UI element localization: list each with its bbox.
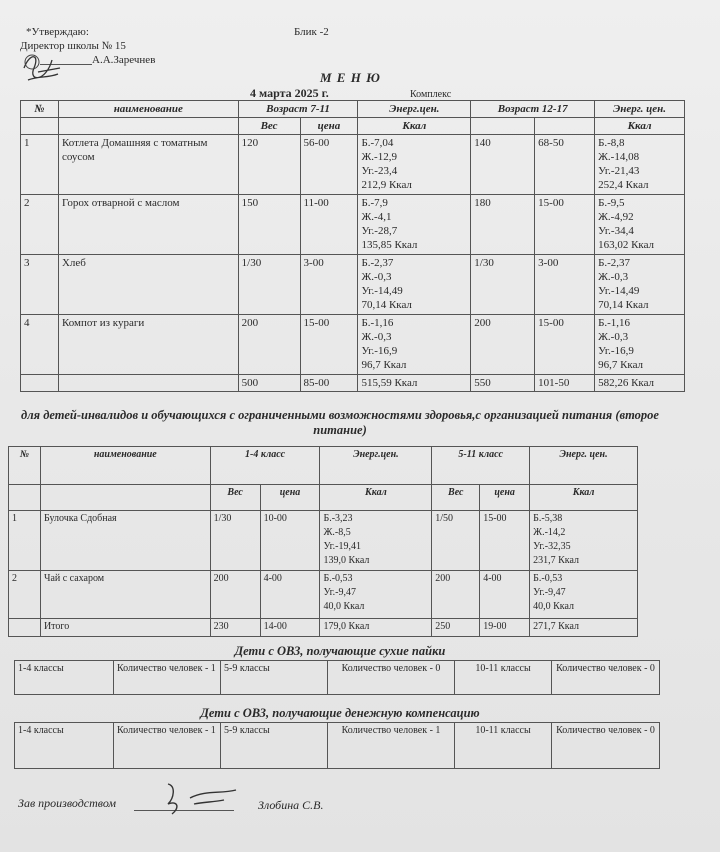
production-head-signature-icon <box>150 780 240 820</box>
total-row <box>21 375 685 392</box>
dish-name: Котлета Домашняя с томатным соусом <box>58 135 238 195</box>
weight-value: 150 <box>238 195 300 255</box>
weight-value: 200 <box>210 571 260 619</box>
total-weight: 550 <box>471 375 535 392</box>
section-title-cash-compensation: Дети с ОВЗ, получающие денежную компенсацию <box>200 706 480 720</box>
price-value: 15-00 <box>535 315 595 375</box>
section-title-dry-rations: Дети с ОВЗ, получающие сухие пайки <box>234 644 446 658</box>
total-label: Итого <box>40 619 210 637</box>
price-value: 4-00 <box>260 571 320 619</box>
dry-rations-table <box>14 660 660 695</box>
weight-value: 1/30 <box>471 255 535 315</box>
col-energy2-header: Энерг. цен. <box>595 101 685 118</box>
total-row <box>9 619 638 637</box>
col-age2-header: Возраст 12-17 <box>471 101 595 118</box>
production-head-name: Злобина С.В. <box>258 798 324 812</box>
director-name: А.А.Заречнев <box>92 54 156 66</box>
weight-value: 200 <box>238 315 300 375</box>
price-value: 3-00 <box>300 255 358 315</box>
student-count: Количество человек - 1 <box>114 661 221 695</box>
price-value: 11-00 <box>300 195 358 255</box>
energy-value: Б.-7,04 Ж.-12,9 Уг.-23,4 212,9 Ккал <box>358 135 471 195</box>
price-value: 56-00 <box>300 135 358 195</box>
student-count: Количество человек - 1 <box>114 723 221 769</box>
director-label: Директор школы № 15 <box>20 40 126 52</box>
dish-name: Хлеб <box>58 255 238 315</box>
energy-value: Б.-2,37 Ж.-0,3 Уг.-14,49 70,14 Ккал <box>358 255 471 315</box>
approve-label: *Утверждаю: <box>26 26 89 38</box>
director-signature-icon <box>18 42 66 90</box>
row-num: 3 <box>21 255 59 315</box>
energy-value: Б.-1,16 Ж.-0,3 Уг.-16,9 96,7 Ккал <box>358 315 471 375</box>
price-value: 15-00 <box>480 511 530 571</box>
weight-value: 200 <box>432 571 480 619</box>
weight-value: 1/50 <box>432 511 480 571</box>
grade-range: 5-9 классы <box>221 723 328 769</box>
total-energy: 271,7 Ккал <box>530 619 638 637</box>
price-header: цена <box>480 485 530 511</box>
row-num: 4 <box>21 315 59 375</box>
weight-value: 180 <box>471 195 535 255</box>
col-age1-header: Возраст 7-11 <box>238 101 358 118</box>
weight-value: 1/30 <box>238 255 300 315</box>
dish-name: Булочка Сдобная <box>40 511 210 571</box>
menu-date: 4 марта 2025 г. <box>250 86 329 100</box>
row-num: 1 <box>21 135 59 195</box>
weight-header: Вес <box>210 485 260 511</box>
main-menu-table <box>20 100 685 392</box>
cash-compensation-table <box>14 722 660 769</box>
energy-value: Б.-3,23 Ж.-8,5 Уг.-19,41 139,0 Ккал <box>320 511 432 571</box>
total-weight: 250 <box>432 619 480 637</box>
dish-name: Горох отварной с маслом <box>58 195 238 255</box>
energy-value: Б.-9,5 Ж.-4,92 Уг.-34,4 163,02 Ккал <box>595 195 685 255</box>
total-price: 101-50 <box>535 375 595 392</box>
grade-range: 1-4 классы <box>15 723 114 769</box>
table-subheader-row <box>21 118 685 135</box>
price-value: 4-00 <box>480 571 530 619</box>
energy-value: Б.-5,38 Ж.-14,2 Уг.-32,35 231,7 Ккал <box>530 511 638 571</box>
table-row <box>21 195 685 255</box>
total-energy: 179,0 Ккал <box>320 619 432 637</box>
col-energy1-header: Энерг.цен. <box>320 447 432 485</box>
energy-value: Б.-0,53 Уг.-9,47 40,0 Ккал <box>320 571 432 619</box>
grade-range: 5-9 классы <box>221 661 328 695</box>
table-row <box>9 511 638 571</box>
kcal2-header: Ккал <box>595 118 685 135</box>
price-value: 15-00 <box>300 315 358 375</box>
weight-header: Вес <box>432 485 480 511</box>
table-header-row <box>21 101 685 118</box>
dish-name: Чай с сахаром <box>40 571 210 619</box>
total-weight: 230 <box>210 619 260 637</box>
total-price: 14-00 <box>260 619 320 637</box>
energy-value: Б.-7,9 Ж.-4,1 Уг.-28,7 135,85 Ккал <box>358 195 471 255</box>
col-class2-header: 5-11 класс <box>432 447 530 485</box>
row-num: 2 <box>9 571 41 619</box>
table-row <box>21 135 685 195</box>
grade-range: 10-11 классы <box>455 661 552 695</box>
total-price: 85-00 <box>300 375 358 392</box>
student-count: Количество человек - 0 <box>552 661 660 695</box>
table-row <box>21 255 685 315</box>
col-num-header: № <box>21 101 59 118</box>
energy-value: Б.-0,53 Уг.-9,47 40,0 Ккал <box>530 571 638 619</box>
menu-title: М Е Н Ю <box>320 70 381 85</box>
blank-label: Блик -2 <box>294 26 329 38</box>
price-value: 3-00 <box>535 255 595 315</box>
kcal1-header: Ккал <box>320 485 432 511</box>
production-head-label: Зав производством <box>18 796 117 810</box>
row-num: 1 <box>9 511 41 571</box>
kcal2-header: Ккал <box>530 485 638 511</box>
price-header: цена <box>260 485 320 511</box>
table-row <box>9 571 638 619</box>
col-name-header: наименование <box>58 101 238 118</box>
section-title-second-meal: для детей-инвалидов и обучающихся с ограниченными возможностями здоровья,с организацией питания (второе питание) <box>21 408 659 437</box>
second-meal-table <box>8 446 638 637</box>
table-header-row <box>9 447 638 485</box>
kcal1-header: Ккал <box>358 118 471 135</box>
total-weight: 500 <box>238 375 300 392</box>
energy-value: Б.-1,16 Ж.-0,3 Уг.-16,9 96,7 Ккал <box>595 315 685 375</box>
dish-name: Компот из кураги <box>58 315 238 375</box>
energy-value: Б.-8,8 Ж.-14,08 Уг.-21,43 252,4 Ккал <box>595 135 685 195</box>
col-energy2-header: Энерг. цен. <box>530 447 638 485</box>
price-header: цена <box>300 118 358 135</box>
row-num: 2 <box>21 195 59 255</box>
col-class1-header: 1-4 класс <box>210 447 320 485</box>
col-num-header: № <box>9 447 41 485</box>
grade-range: 10-11 классы <box>455 723 552 769</box>
grade-range: 1-4 классы <box>15 661 114 695</box>
total-energy: 582,26 Ккал <box>595 375 685 392</box>
weight-value: 1/30 <box>210 511 260 571</box>
price-value: 68-50 <box>535 135 595 195</box>
col-name-header: наименование <box>40 447 210 485</box>
student-count: Количество человек - 0 <box>328 661 455 695</box>
complex-label: Комплекс <box>410 89 452 100</box>
total-price: 19-00 <box>480 619 530 637</box>
weight-header: Вес <box>238 118 300 135</box>
student-count: Количество человек - 0 <box>552 723 660 769</box>
weight-value: 200 <box>471 315 535 375</box>
price-value: 15-00 <box>535 195 595 255</box>
student-count: Количество человек - 1 <box>328 723 455 769</box>
col-energy1-header: Энерг.цен. <box>358 101 471 118</box>
weight-value: 120 <box>238 135 300 195</box>
table-subheader-row <box>9 485 638 511</box>
total-energy: 515,59 Ккал <box>358 375 471 392</box>
table-row <box>21 315 685 375</box>
weight-value: 140 <box>471 135 535 195</box>
price-value: 10-00 <box>260 511 320 571</box>
energy-value: Б.-2,37 Ж.-0,3 Уг.-14,49 70,14 Ккал <box>595 255 685 315</box>
